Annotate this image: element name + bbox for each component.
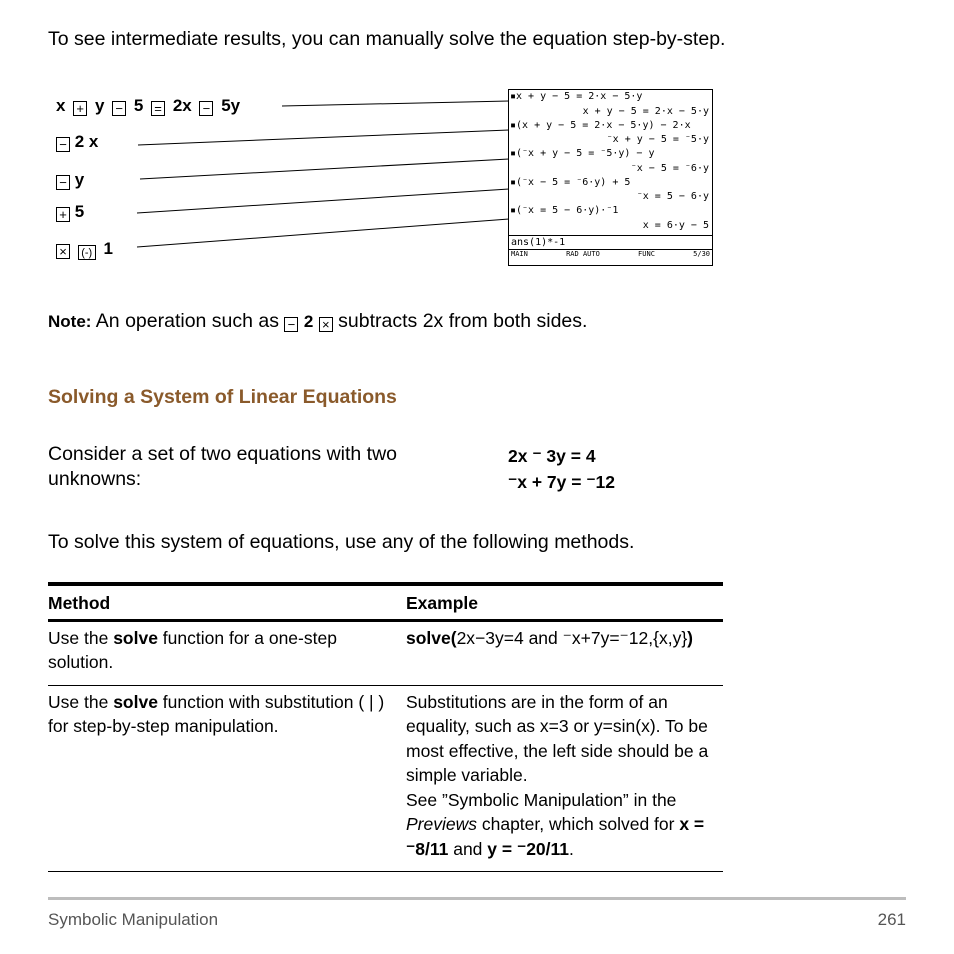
callout-line-1 bbox=[282, 101, 509, 106]
note-paragraph bbox=[48, 309, 587, 334]
history-result-5: x = 6·y − 5 bbox=[642, 219, 709, 231]
history-expr-5: ▪(⁻x = 5 − 6·y)·⁻1 bbox=[510, 205, 619, 216]
footer-page-number: 261 bbox=[877, 910, 906, 929]
equation-1: 2x ⁻ 3y = 4 bbox=[508, 446, 596, 466]
plus-key-icon: + bbox=[73, 101, 87, 116]
status-mode: MAIN bbox=[511, 250, 528, 258]
row2-x-solution: x = ⁻8/11 bbox=[406, 814, 705, 859]
status-count: 5/30 bbox=[693, 250, 710, 258]
equation-system bbox=[508, 444, 615, 495]
history-expr-2: ▪(x + y − 5 = 2·x − 5·y) − 2·x bbox=[510, 119, 691, 131]
key-label: 1 bbox=[103, 239, 113, 258]
table-row bbox=[48, 685, 723, 872]
callout-line-2 bbox=[138, 130, 509, 145]
callout-line-3 bbox=[140, 159, 509, 179]
row2-see-text-2: chapter, which solved for bbox=[477, 814, 680, 834]
note-two: 2 bbox=[303, 312, 314, 331]
key-label-2x: 2x bbox=[172, 96, 192, 115]
row2-method-pre: Use the bbox=[48, 691, 114, 712]
calculator-screen bbox=[508, 89, 713, 266]
callout-lines bbox=[0, 0, 954, 300]
row2-method-bold: solve bbox=[113, 691, 158, 712]
minus-key-icon: − bbox=[56, 175, 70, 190]
section-heading: Solving a System of Linear Equations bbox=[48, 386, 397, 408]
note-text-1: An operation such as bbox=[95, 310, 279, 332]
note-label: Note: bbox=[48, 312, 92, 331]
minus-key-icon: − bbox=[199, 101, 213, 116]
key-label-5y: 5y bbox=[221, 96, 241, 115]
history-result-1: x + y − 5 = 2·x − 5·y bbox=[582, 105, 709, 117]
header-method: Method bbox=[48, 593, 111, 613]
history-result-2: ⁻x + y − 5 = ⁻5·y bbox=[606, 134, 709, 145]
row2-example bbox=[406, 685, 723, 872]
times-key-icon: × bbox=[56, 244, 70, 259]
row2-method-post: function with substitution ( | ) for step-by-step manipulation. bbox=[48, 691, 385, 736]
row2-and: and bbox=[448, 838, 488, 859]
times-key-icon: × bbox=[319, 317, 333, 332]
row2-see-text: See ”Symbolic Manipulation” in the bbox=[406, 789, 677, 810]
row1-example-bold1: solve( bbox=[406, 627, 457, 648]
history-result-3: ⁻x − 5 = ⁻6·y bbox=[630, 162, 709, 174]
row2-see-italic: Previews bbox=[406, 814, 477, 834]
row1-method bbox=[48, 620, 406, 685]
history-expr-3: ▪(⁻x + y − 5 = ⁻5·y) − y bbox=[510, 148, 655, 159]
intro-text: To see intermediate results, you can manually solve the equation step-by-step. bbox=[48, 28, 726, 50]
status-angle: RAD AUTO bbox=[566, 250, 600, 258]
methods-table-wrapper bbox=[48, 582, 723, 872]
table-header-row bbox=[48, 584, 723, 620]
row2-example-p2 bbox=[406, 788, 713, 862]
footer-section-title: Symbolic Manipulation bbox=[48, 910, 219, 929]
key-label: 5 bbox=[74, 202, 85, 221]
equation-2: ⁻x + 7y = ⁻12 bbox=[508, 471, 616, 492]
row1-example-bold2: ) bbox=[687, 627, 693, 648]
row1-method-post: function for a one-step solution. bbox=[48, 627, 337, 672]
key-label: 2 x bbox=[74, 132, 99, 151]
row2-example-p1: Substitutions are in the form of an equality, such as x=3 or y=sin(x). To be most effective, the left side should be a simple variable. bbox=[406, 691, 709, 785]
history-expr-1: ▪x + y − 5 = 2·x − 5·y bbox=[510, 91, 643, 102]
plus-key-icon: + bbox=[56, 207, 70, 222]
callout-line-5 bbox=[137, 219, 509, 247]
callout-line-4 bbox=[137, 189, 509, 213]
key-label: y bbox=[74, 170, 85, 189]
methods-table bbox=[48, 582, 723, 872]
row2-y-solution: y = ⁻20/11 bbox=[487, 838, 570, 859]
note-text-2: subtracts 2x from both sides. bbox=[338, 310, 588, 332]
methods-intro: To solve this system of equations, use any of the following methods. bbox=[48, 531, 635, 553]
key-label-x: x bbox=[56, 96, 66, 115]
row2-method bbox=[48, 685, 406, 872]
minus-key-icon: − bbox=[284, 317, 298, 332]
header-example: Example bbox=[406, 593, 478, 613]
row1-example-text: 2x−3y=4 and ⁻x+7y=⁻12,{x,y} bbox=[456, 627, 688, 648]
status-bar bbox=[509, 249, 712, 259]
consider-text: Consider a set of two equations with two unknowns: bbox=[48, 443, 398, 490]
status-graph: FUNC bbox=[638, 250, 655, 258]
row2-dot: . bbox=[569, 838, 574, 859]
key-label-5: 5 bbox=[133, 96, 144, 115]
negate-key-icon: (-) bbox=[78, 245, 96, 260]
entry-line: ans(1)*-1 bbox=[511, 237, 566, 248]
footer-rule bbox=[48, 897, 906, 900]
row1-method-pre: Use the bbox=[48, 627, 114, 648]
key-label-y: y bbox=[94, 96, 105, 115]
table-row bbox=[48, 620, 723, 685]
row1-example bbox=[406, 620, 723, 685]
minus-key-icon: − bbox=[56, 137, 70, 152]
equals-key-icon: = bbox=[151, 101, 165, 116]
minus-key-icon: − bbox=[112, 101, 126, 116]
history-result-4: ⁻x = 5 − 6·y bbox=[636, 191, 709, 202]
row1-method-bold: solve bbox=[113, 627, 158, 648]
history-expr-4: ▪(⁻x − 5 = ⁻6·y) + 5 bbox=[510, 176, 631, 188]
